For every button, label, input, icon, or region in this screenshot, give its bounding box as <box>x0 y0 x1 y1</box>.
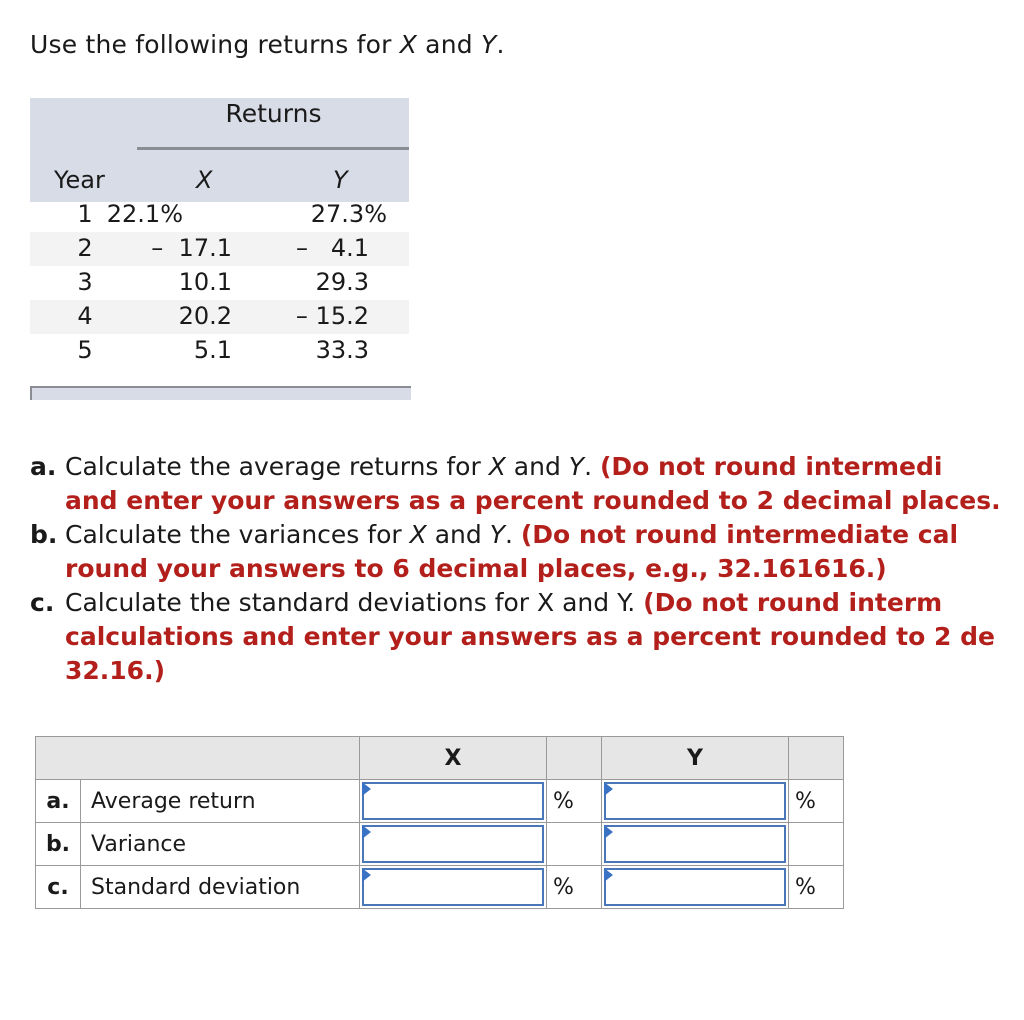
input-marker-icon <box>362 782 371 796</box>
year-cell: 1 <box>77 200 93 228</box>
header-x-unit <box>547 737 602 780</box>
variance-y-cell <box>602 823 789 866</box>
x-return-cell: – 17.1 <box>151 234 232 262</box>
question-b <box>30 518 1024 552</box>
x-return-cell: 20.2 <box>178 302 232 330</box>
questions <box>30 450 1024 688</box>
returns-row <box>30 232 409 266</box>
percent-unit: % <box>547 780 602 823</box>
answer-row-standard-deviation <box>36 866 844 909</box>
input-marker-icon <box>604 782 613 796</box>
answer-table-header <box>36 737 844 780</box>
header-x: X <box>360 737 547 780</box>
unit-cell <box>547 823 602 866</box>
question-var-x: X <box>488 452 506 481</box>
input-marker-icon <box>362 868 371 882</box>
header-y-unit <box>789 737 844 780</box>
answer-row-variance <box>36 823 844 866</box>
std-dev-y-cell <box>602 866 789 909</box>
returns-row <box>30 266 409 300</box>
row-label: c. <box>36 866 81 909</box>
question-instruction: (Do not round intermedi <box>599 452 943 481</box>
year-cell: 2 <box>77 234 93 262</box>
y-return-cell: – 15.2 <box>295 302 369 330</box>
y-return-cell: 27.3% <box>310 200 387 228</box>
std-dev-x-input[interactable] <box>362 868 544 906</box>
question-dot: . <box>504 520 521 549</box>
intro-text <box>30 30 505 59</box>
percent-unit: % <box>789 780 844 823</box>
question-var-y: Y <box>489 520 505 549</box>
question-label: c. <box>30 588 55 617</box>
row-label: b. <box>36 823 81 866</box>
header-y: Y <box>602 737 789 780</box>
answer-row-average-return <box>36 780 844 823</box>
variance-y-input[interactable] <box>604 825 786 863</box>
intro-prefix: Use the following returns for <box>30 30 400 59</box>
average-return-y-input[interactable] <box>604 782 786 820</box>
col-header-year: Year <box>54 166 105 194</box>
y-return-cell: 33.3 <box>315 336 369 364</box>
question-instruction: (Do not round intermediate cal <box>520 520 959 549</box>
row-description: Average return <box>81 780 360 823</box>
row-label: a. <box>36 780 81 823</box>
percent-unit: % <box>789 866 844 909</box>
average-return-x-input[interactable] <box>362 782 544 820</box>
intro-and: and <box>417 30 481 59</box>
question-b-line2 <box>30 552 1024 586</box>
question-c <box>30 586 1024 620</box>
question-instruction: calculations and enter your answers as a percent rounded to 2 de <box>65 622 995 651</box>
average-return-y-cell <box>602 780 789 823</box>
col-header-y: Y <box>333 166 348 194</box>
question-text: Calculate the variances for <box>65 520 410 549</box>
question-instruction: 32.16.) <box>65 656 165 685</box>
percent-unit: % <box>547 866 602 909</box>
y-return-cell: – 4.1 <box>295 234 369 262</box>
question-text: Calculate the standard deviations for X and Y. <box>65 588 644 617</box>
returns-row <box>30 300 409 334</box>
row-description: Standard deviation <box>81 866 360 909</box>
returns-row <box>30 198 409 232</box>
year-cell: 4 <box>77 302 93 330</box>
returns-table <box>30 98 411 402</box>
intro-x: X <box>399 30 418 59</box>
question-text: Calculate the average returns for <box>65 452 489 481</box>
row-description: Variance <box>81 823 360 866</box>
x-return-cell: 5.1 <box>193 336 232 364</box>
std-dev-x-cell <box>360 866 547 909</box>
unit-cell <box>789 823 844 866</box>
input-marker-icon <box>604 825 613 839</box>
question-a <box>30 450 1024 484</box>
y-return-cell: 29.3 <box>315 268 369 296</box>
variance-x-input[interactable] <box>362 825 544 863</box>
input-marker-icon <box>362 825 371 839</box>
x-return-cell: 10.1 <box>178 268 232 296</box>
intro-y: Y <box>480 30 497 59</box>
returns-row <box>30 334 409 368</box>
question-label: b. <box>30 520 58 549</box>
question-dot: . <box>584 452 600 481</box>
returns-table-footer <box>30 386 411 400</box>
question-var-y: Y <box>568 452 585 481</box>
average-return-x-cell <box>360 780 547 823</box>
question-instruction: (Do not round interm <box>643 588 943 617</box>
intro-suffix: . <box>496 30 505 59</box>
question-c-line3 <box>30 654 1024 688</box>
question-a-line2 <box>30 484 1024 518</box>
input-marker-icon <box>604 868 613 882</box>
question-instruction: round your answers to 6 decimal places, e.g., 32.161616.) <box>65 554 887 583</box>
header-blank <box>36 737 360 780</box>
question-label: a. <box>30 452 57 481</box>
question-and: and <box>505 452 569 481</box>
year-cell: 3 <box>77 268 93 296</box>
std-dev-y-input[interactable] <box>604 868 786 906</box>
x-return-cell: 22.1% <box>106 200 183 228</box>
question-and: and <box>426 520 490 549</box>
returns-header-rule <box>137 147 409 150</box>
answer-table <box>35 736 844 909</box>
returns-title: Returns <box>225 99 322 128</box>
question-c-line2 <box>30 620 1024 654</box>
variance-x-cell <box>360 823 547 866</box>
returns-table-footer-edge <box>30 386 32 400</box>
question-instruction: and enter your answers as a percent rounded to 2 decimal places. <box>65 486 1001 515</box>
year-cell: 5 <box>77 336 93 364</box>
col-header-x: X <box>196 166 213 194</box>
question-var-x: X <box>409 520 427 549</box>
